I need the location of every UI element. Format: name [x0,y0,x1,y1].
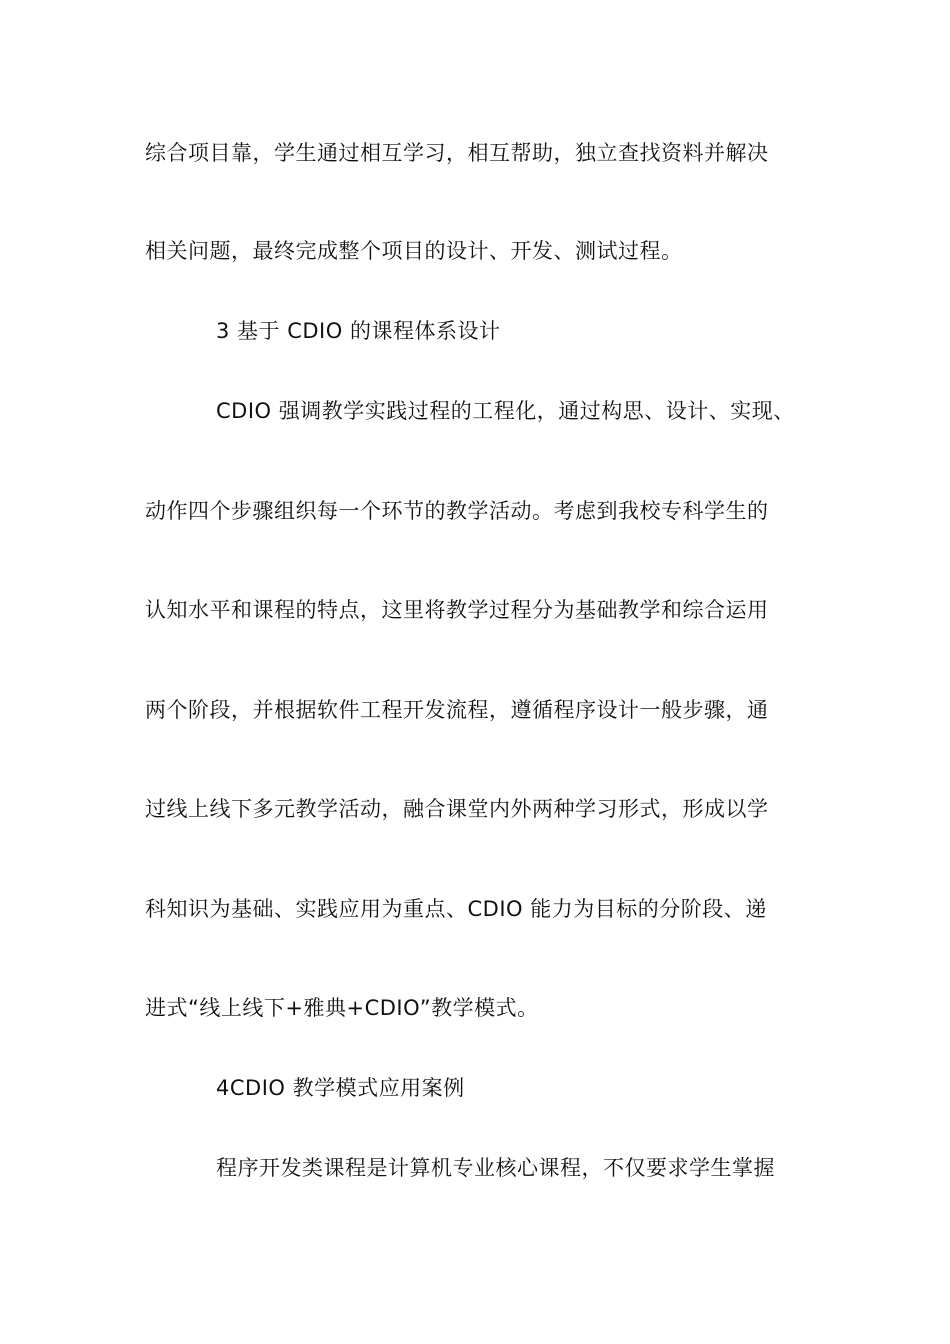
body-text-line: 动作四个步骤组织每一个环节的教学活动。考虑到我校专科学生的 [145,499,769,523]
body-text-line: 进式“线上线下+雅典+CDIO”教学模式。 [145,996,539,1020]
body-text-line: 两个阶段，并根据软件工程开发流程，遵循程序设计一般步骤，通 [145,698,769,722]
section-heading: 4CDIO 教学模式应用案例 [216,1076,465,1100]
body-text-line: 认知水平和课程的特点，这里将教学过程分为基础教学和综合运用 [145,598,769,622]
section-heading: 3 基于 CDIO 的课程体系设计 [216,319,501,343]
body-text-line: 过线上线下多元教学活动，融合课堂内外两种学习形式，形成以学 [145,797,769,821]
body-text-line: 综合项目靠，学生通过相互学习，相互帮助，独立查找资料并解决 [145,141,769,165]
paragraph-first-line: 程序开发类课程是计算机专业核心课程，不仅要求学生掌握 [216,1156,775,1180]
paragraph-first-line: CDIO 强调教学实践过程的工程化，通过构思、设计、实现、 [216,399,795,423]
body-text-line: 科知识为基础、实践应用为重点、CDIO 能力为目标的分阶段、递 [145,897,767,921]
body-text-line: 相关问题，最终完成整个项目的设计、开发、测试过程。 [145,239,683,263]
